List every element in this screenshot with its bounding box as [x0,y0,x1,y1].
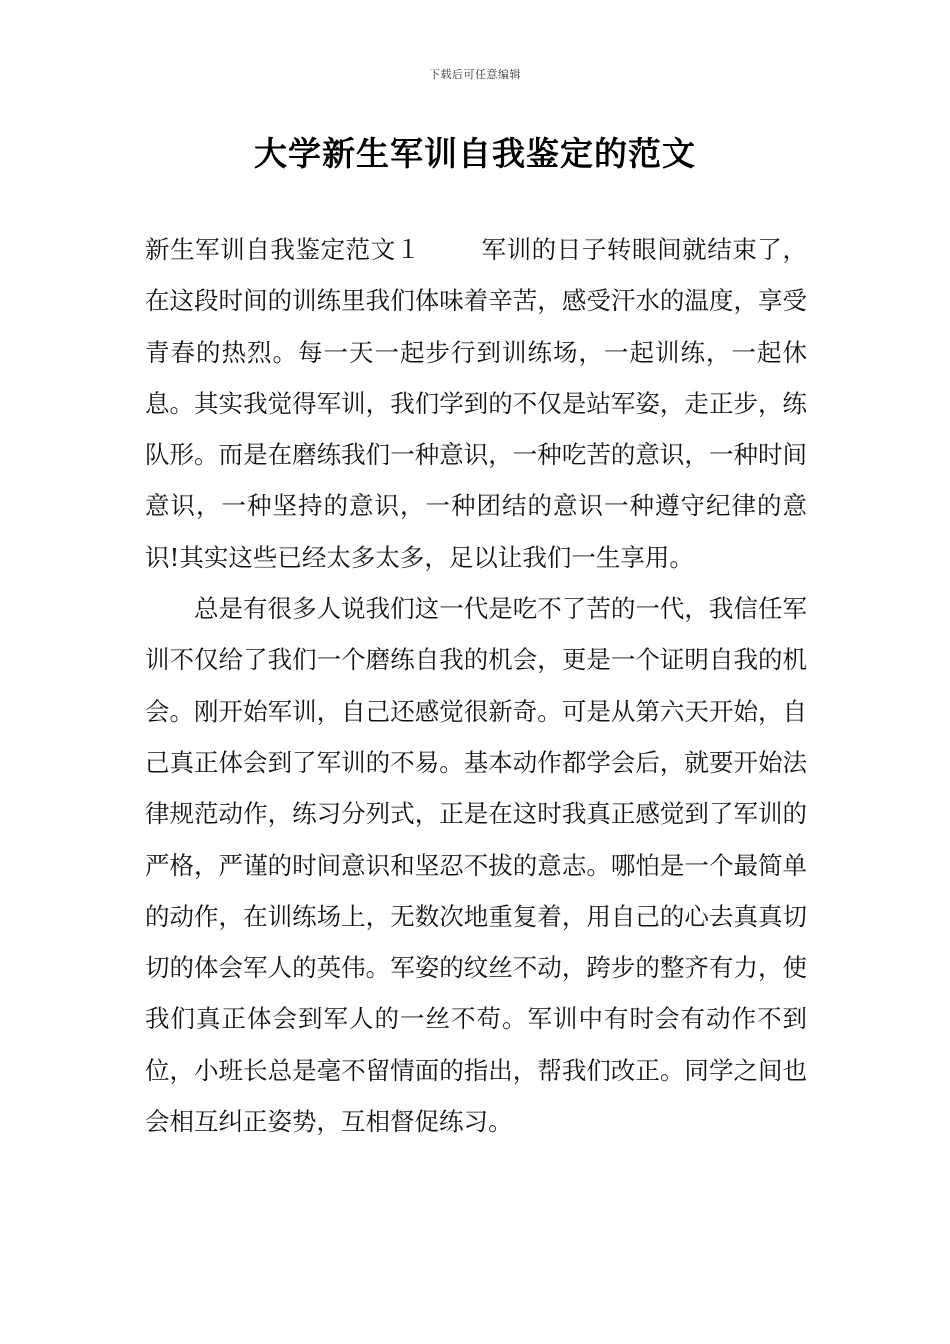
paragraph-2: 总是有很多人说我们这一代是吃不了苦的一代，我信任军训不仅给了我们一个磨练自我的机会，更是一个证明自我的机会。刚开始军训，自己还感觉很新奇。可是从第六天开始，自己真正体会到了军训的不易。基本动作都学会后，就要开始法律规范动作，练习分列式，正是在这时我真正感觉到了军训的严格，严谨的时间意识和坚忍不拔的意志。哪怕是一个最简单的动作，在训练场上，无数次地重复着，用自己的心去真真切切的体会军人的英伟。军姿的纹丝不动，跨步的整齐有力，使我们真正体会到军人的一丝不苟。军训中有时会有动作不到位，小班长总是毫不留情面的指出，帮我们改正。同学之间也会相互纠正姿势，互相督促练习。 [145,594,807,1137]
paragraph-1 [145,224,807,583]
paragraph-1-text: 军训的日子转眼间就结束了，在这段时间的训练里我们体味着辛苦，感受汗水的温度，享受青春的热烈。每一天一起步行到训练场，一起训练，一起休息。其实我觉得军训，我们学到的不仅是站军姿，走正步，练队形。而是在磨练我们一种意识，一种吃苦的意识，一种时间意识，一种坚持的意识，一种团结的意识一种遵守纪律的意识!其实这些已经太多太多，足以让我们一生享用。 [145,235,808,572]
header-note: 下载后可任意编辑 [429,68,521,81]
document-title: 大学新生军训自我鉴定的范文 [254,134,696,173]
section-label: 新生军训自我鉴定范文１ [145,235,421,264]
document-body [145,224,807,1147]
